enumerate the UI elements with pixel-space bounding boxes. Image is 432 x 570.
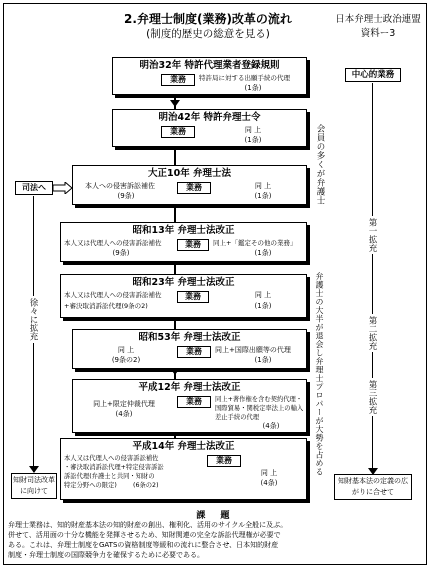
issues-body [8,520,424,560]
stage-heading: 昭和23年 弁理士法改正 [132,277,235,288]
stage-article: (4条) [262,422,280,430]
stage-detail: 同上+著作権を含む契約代理・ [215,396,303,403]
stage-heading: 明治32年 特許代理業者登録規則 [139,60,280,71]
stage-left-text-2: ・審決取消訴訟代理+特定侵害訴訟 [64,464,164,471]
gyomu-tag: 業務 [161,126,195,138]
stage-detail: 同 上 [260,469,278,477]
membership-note: 会員の多くが弁護士 [315,124,325,205]
stage-heisei12 [72,379,307,433]
issues-line: 弁理士業務は、知的財産基本法の知的財産の創出、権利化、活用のサイクル全般に及ぶ。 [8,521,288,529]
gyomu-tag: 業務 [207,455,241,467]
stage-detail: 同 上 [254,291,272,299]
stage-left-text-2: +審決取消訴訟代理(9条の2) [64,302,148,310]
stage-article: (1条) [254,249,272,257]
gyomu-tag: 業務 [177,182,211,194]
org-name: 日本弁理士政治連盟 [335,14,421,25]
stage-heading: 平成14年 弁理士法改正 [132,441,235,452]
stage-article: (1条) [254,192,272,200]
stage-detail: 同 上 [254,182,272,190]
stage-left-text: 同 上 [117,346,135,354]
page-title: 2.弁理士制度(業務)改革の流れ [124,12,292,26]
stage-heading: 大正10年 弁理士法 [147,168,232,179]
issues-title: 課 題 [196,511,236,521]
stage-showa53 [72,329,307,369]
stage-left-text: 本人又は代理人への侵害訴訟補佐 [64,455,159,462]
stage-meiji42 [112,109,307,147]
stage-detail: 同上+「鑑定その他の業務」 [213,239,297,247]
stage-left-text: 本人又は代理人への侵害訴訟補佐 [64,239,162,247]
stage-left-text-4: 特定分野への限定) [64,482,117,489]
stage-left-article: (9条の2) [111,356,141,364]
stage-detail-3: 差止手続の代理 [215,414,260,421]
stage-article: (1条) [254,302,272,310]
issues-line: ある。これは、弁理士制度をGATSの資格制度等緩和の流れに整合させ、日本知的財産 [8,541,279,549]
stage-detail-2: 国際貿易・関税定率法上の輸入 [215,405,304,412]
issues-line: 制度・弁理士制度の国際競争力を確保するために必要である。 [8,551,204,559]
stage-left-text: 本人又は代理人への侵害訴訟補佐 [64,291,162,299]
stage-showa13 [60,222,307,262]
stage-taisho10 [72,165,307,205]
stage-left-article: (6条の2) [133,482,159,489]
stage-left-text-3: 訴訟代理(弁護士と共同・知財の [64,473,155,480]
flow-arrow [170,100,180,107]
gyomu-tag: 業務 [177,396,211,408]
stage-left-article: (9条) [112,249,130,257]
stage-left-article: (4条) [115,410,133,418]
stage-left-article: (9条) [117,192,135,200]
expansion-2-label: 第二拡充 [367,316,377,350]
gyomu-tag: 業務 [177,346,211,358]
stage-heading: 平成12年 弁理士法改正 [138,382,241,393]
stage-left-text: 本人への侵害訴訟補佐 [85,182,155,190]
stage-detail: 同 上 [244,126,262,134]
gyomu-tag: 業務 [177,239,209,251]
org-block [333,13,423,41]
gyomu-tag: 業務 [161,74,195,86]
stage-article: (4条) [260,479,278,487]
judiciary-arrow-icon [53,182,73,194]
gradual-arrow [29,466,39,473]
stage-detail: 同上+国際出願等の代理 [215,346,291,354]
stage-article: (1条) [244,84,262,92]
stage-heading: 昭和53年 弁理士法改正 [138,332,241,343]
doc-id: 資料ー3 [360,28,396,39]
expansion-result-box: 知財基本法の定義の広がりに合せて [334,474,412,500]
issues-line: 併せて、活用面の十分な機能を発揮させるため、知財関連の完全な訴訟代理権が必要で [8,531,281,539]
stage-heisei14 [60,438,307,500]
page-subtitle: (制度的歴史の総意を見る) [146,28,270,40]
flow-arrow [170,368,180,375]
stage-article: (1条) [254,356,272,364]
stage-heading: 明治42年 特許弁理士令 [158,112,261,123]
shift-note: 弁護士の大半が退会し弁理士プロパーが大勢を占める [315,272,324,476]
gyomu-tag: 業務 [177,291,209,303]
judicial-reform-box: 知財司法改革に向けて [11,473,57,499]
expansion-3-label: 第三拡充 [367,380,377,414]
stage-left-text: 同上+限定仲裁代理 [93,400,155,408]
stage-detail: 特許局に対する出願手続の代理 [199,74,290,82]
core-business-box: 中心的業務 [345,68,401,82]
expansion-1-label: 第一拡充 [367,218,377,252]
stage-article: (1条) [244,136,262,144]
stage-meiji32 [112,57,307,95]
gradual-label: 徐々に拡充 [28,298,38,341]
judiciary-box: 司法へ [15,181,53,195]
stage-heading: 昭和13年 弁理士法改正 [132,225,235,236]
stage-showa23 [60,274,307,318]
